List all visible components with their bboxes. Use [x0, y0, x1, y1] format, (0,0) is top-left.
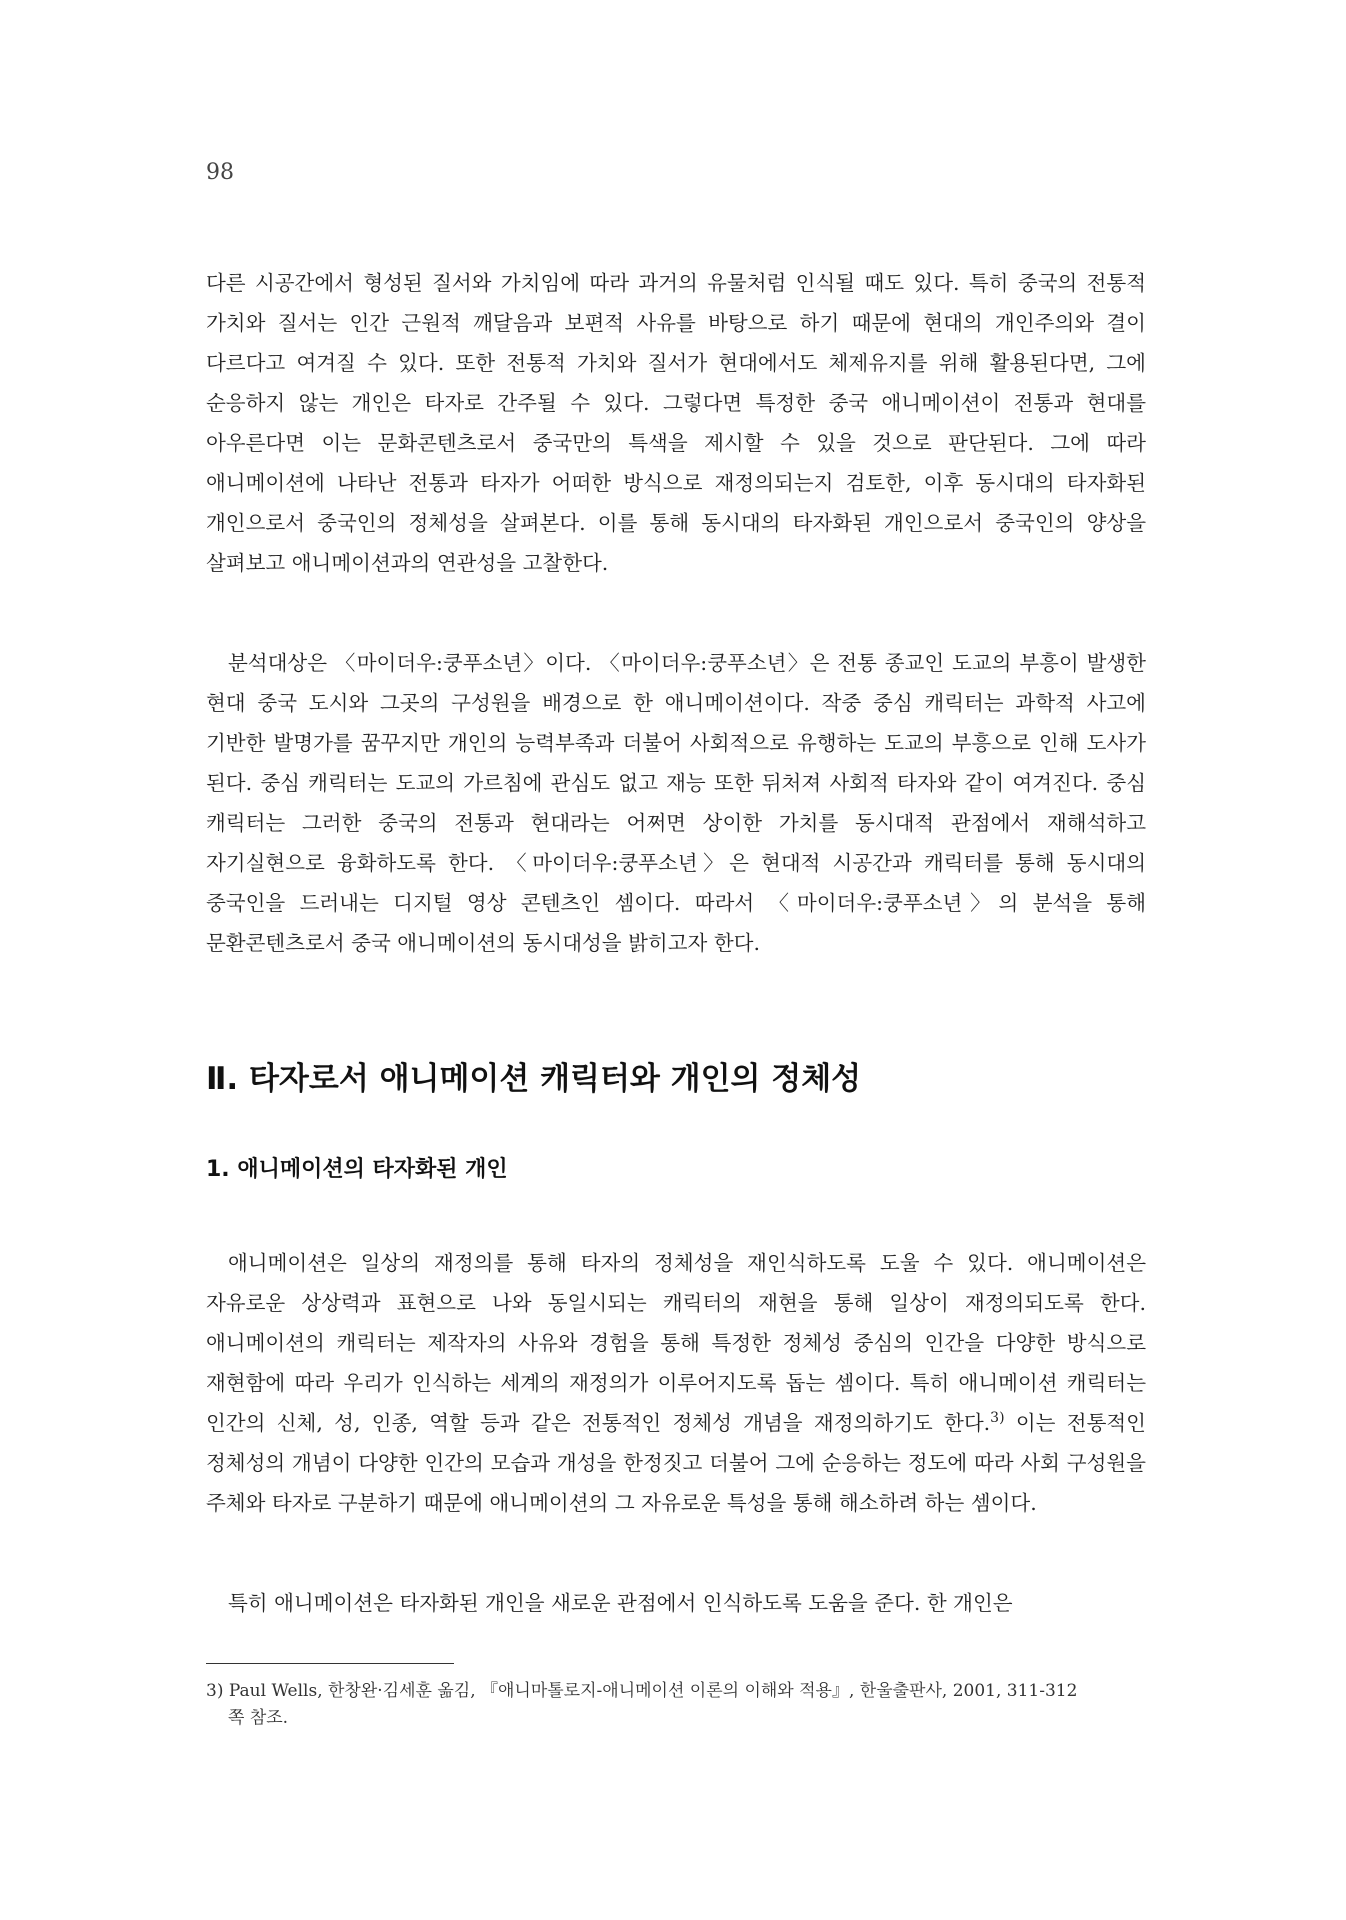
footnote-line-2: 쪽 참조.	[228, 1708, 289, 1728]
footnote	[206, 1678, 1146, 1732]
body-paragraph-4: 특히 애니메이션은 타자화된 개인을 새로운 관점에서 인식하도록 도움을 준다. 한 개인은	[228, 1591, 1013, 1615]
section-heading: Ⅱ. 타자로서 애니메이션 캐릭터와 개인의 정체성	[206, 1061, 862, 1097]
page-number: 98	[206, 160, 234, 185]
body-paragraph-2: 분석대상은 〈마이더우:쿵푸소년〉이다. 〈마이더우:쿵푸소년〉은 전통 종교인 도교의 부흥이 발생한 현대 중국 도시와 그곳의 구성원을 배경으로 한 애니메이션이다. 작중 중심 캐릭터는 과학적 사고에 기반한 발명가를 꿈꾸지만 개인의 능력부족과 더불어 사회적으로 유행하는 도교의 부흥으로 인해 도사가 된다. 중심 캐릭터는 도교의 가르침에 관심도 없고 재능 또한 뒤처져 사회적 타자와 같이 여겨진다. 중심 캐릭터는 그러한 중국의 전통과 현대라는 어쩌면 상이한 가치를 동시대적 관점에서 재해석하고 자기실현으로 융화하도록 한다. 〈마이더우:쿵푸소년〉은 현대적 시공간과 캐릭터를 통해 동시대의 중국인을 드러내는 디지털 영상 콘텐츠인 셈이다. 따라서 〈마이더우:쿵푸소년〉의 분석을 통해 문환콘텐츠로서 중국 애니메이션의 동시대성을 밝히고자 한다.	[206, 651, 1146, 955]
body-paragraph-1: 다른 시공간에서 형성된 질서와 가치임에 따라 과거의 유물처럼 인식될 때도 있다. 특히 중국의 전통적 가치와 질서는 인간 근원적 깨달음과 보편적 사유를 바탕으로 하기 때문에 현대의 개인주의와 결이 다르다고 여겨질 수 있다. 또한 전통적 가치와 질서가 현대에서도 체제유지를 위해 활용된다면, 그에 순응하지 않는 개인은 타자로 간주될 수 있다. 그렇다면 특정한 중국 애니메이션이 전통과 현대를 아우른다면 이는 문화콘텐츠로서 중국만의 특색을 제시할 수 있을 것으로 판단된다. 그에 따라 애니메이션에 나타난 전통과 타자가 어떠한 방식으로 재정의되는지 검토한, 이후 동시대의 타자화된 개인으로서 중국인의 정체성을 살펴본다. 이를 통해 동시대의 타자화된 개인으로서 중국인의 양상을 살펴보고 애니메이션과의 연관성을 고찰한다.	[206, 271, 1146, 575]
footnote-divider	[206, 1663, 454, 1664]
footnote-reference[interactable]: 3)	[990, 1410, 1005, 1427]
body-paragraph-3	[206, 1243, 1146, 1523]
paragraph-3-text-a: 애니메이션은 일상의 재정의를 통해 타자의 정체성을 재인식하도록 도울 수 있다. 애니메이션은 자유로운 상상력과 표현으로 나와 동일시되는 캐릭터의 재현을 통해 일상이 재정의되도록 한다. 애니메이션의 캐릭터는 제작자의 사유와 경험을 통해 특정한 정체성 중심의 인간을 다양한 방식으로 재현함에 따라 우리가 인식하는 세계의 재정의가 이루어지도록 돕는 셈이다. 특히 애니메이션 캐릭터는 인간의 신체, 성, 인종, 역할 등과 같은 전통적인 정체성 개념을 재정의하기도 한다.	[206, 1251, 1146, 1435]
subsection-heading: 1. 애니메이션의 타자화된 개인	[206, 1157, 508, 1182]
paragraph-3-text-b: 이는 전통적인 정체성의 개념이 다양한 인간의 모습과 개성을 한정짓고 더불어 그에 순응하는 정도에 따라 사회 구성원을 주체와 타자로 구분하기 때문에 애니메이션의 그 자유로운 특성을 통해 해소하려 하는 셈이다.	[206, 1411, 1146, 1515]
footnote-line-1: 3) Paul Wells, 한창완·김세훈 옮김, 『애니마톨로지-애니메이션 이론의 이해와 적용』, 한울출판사, 2001, 311-312	[206, 1681, 1078, 1701]
